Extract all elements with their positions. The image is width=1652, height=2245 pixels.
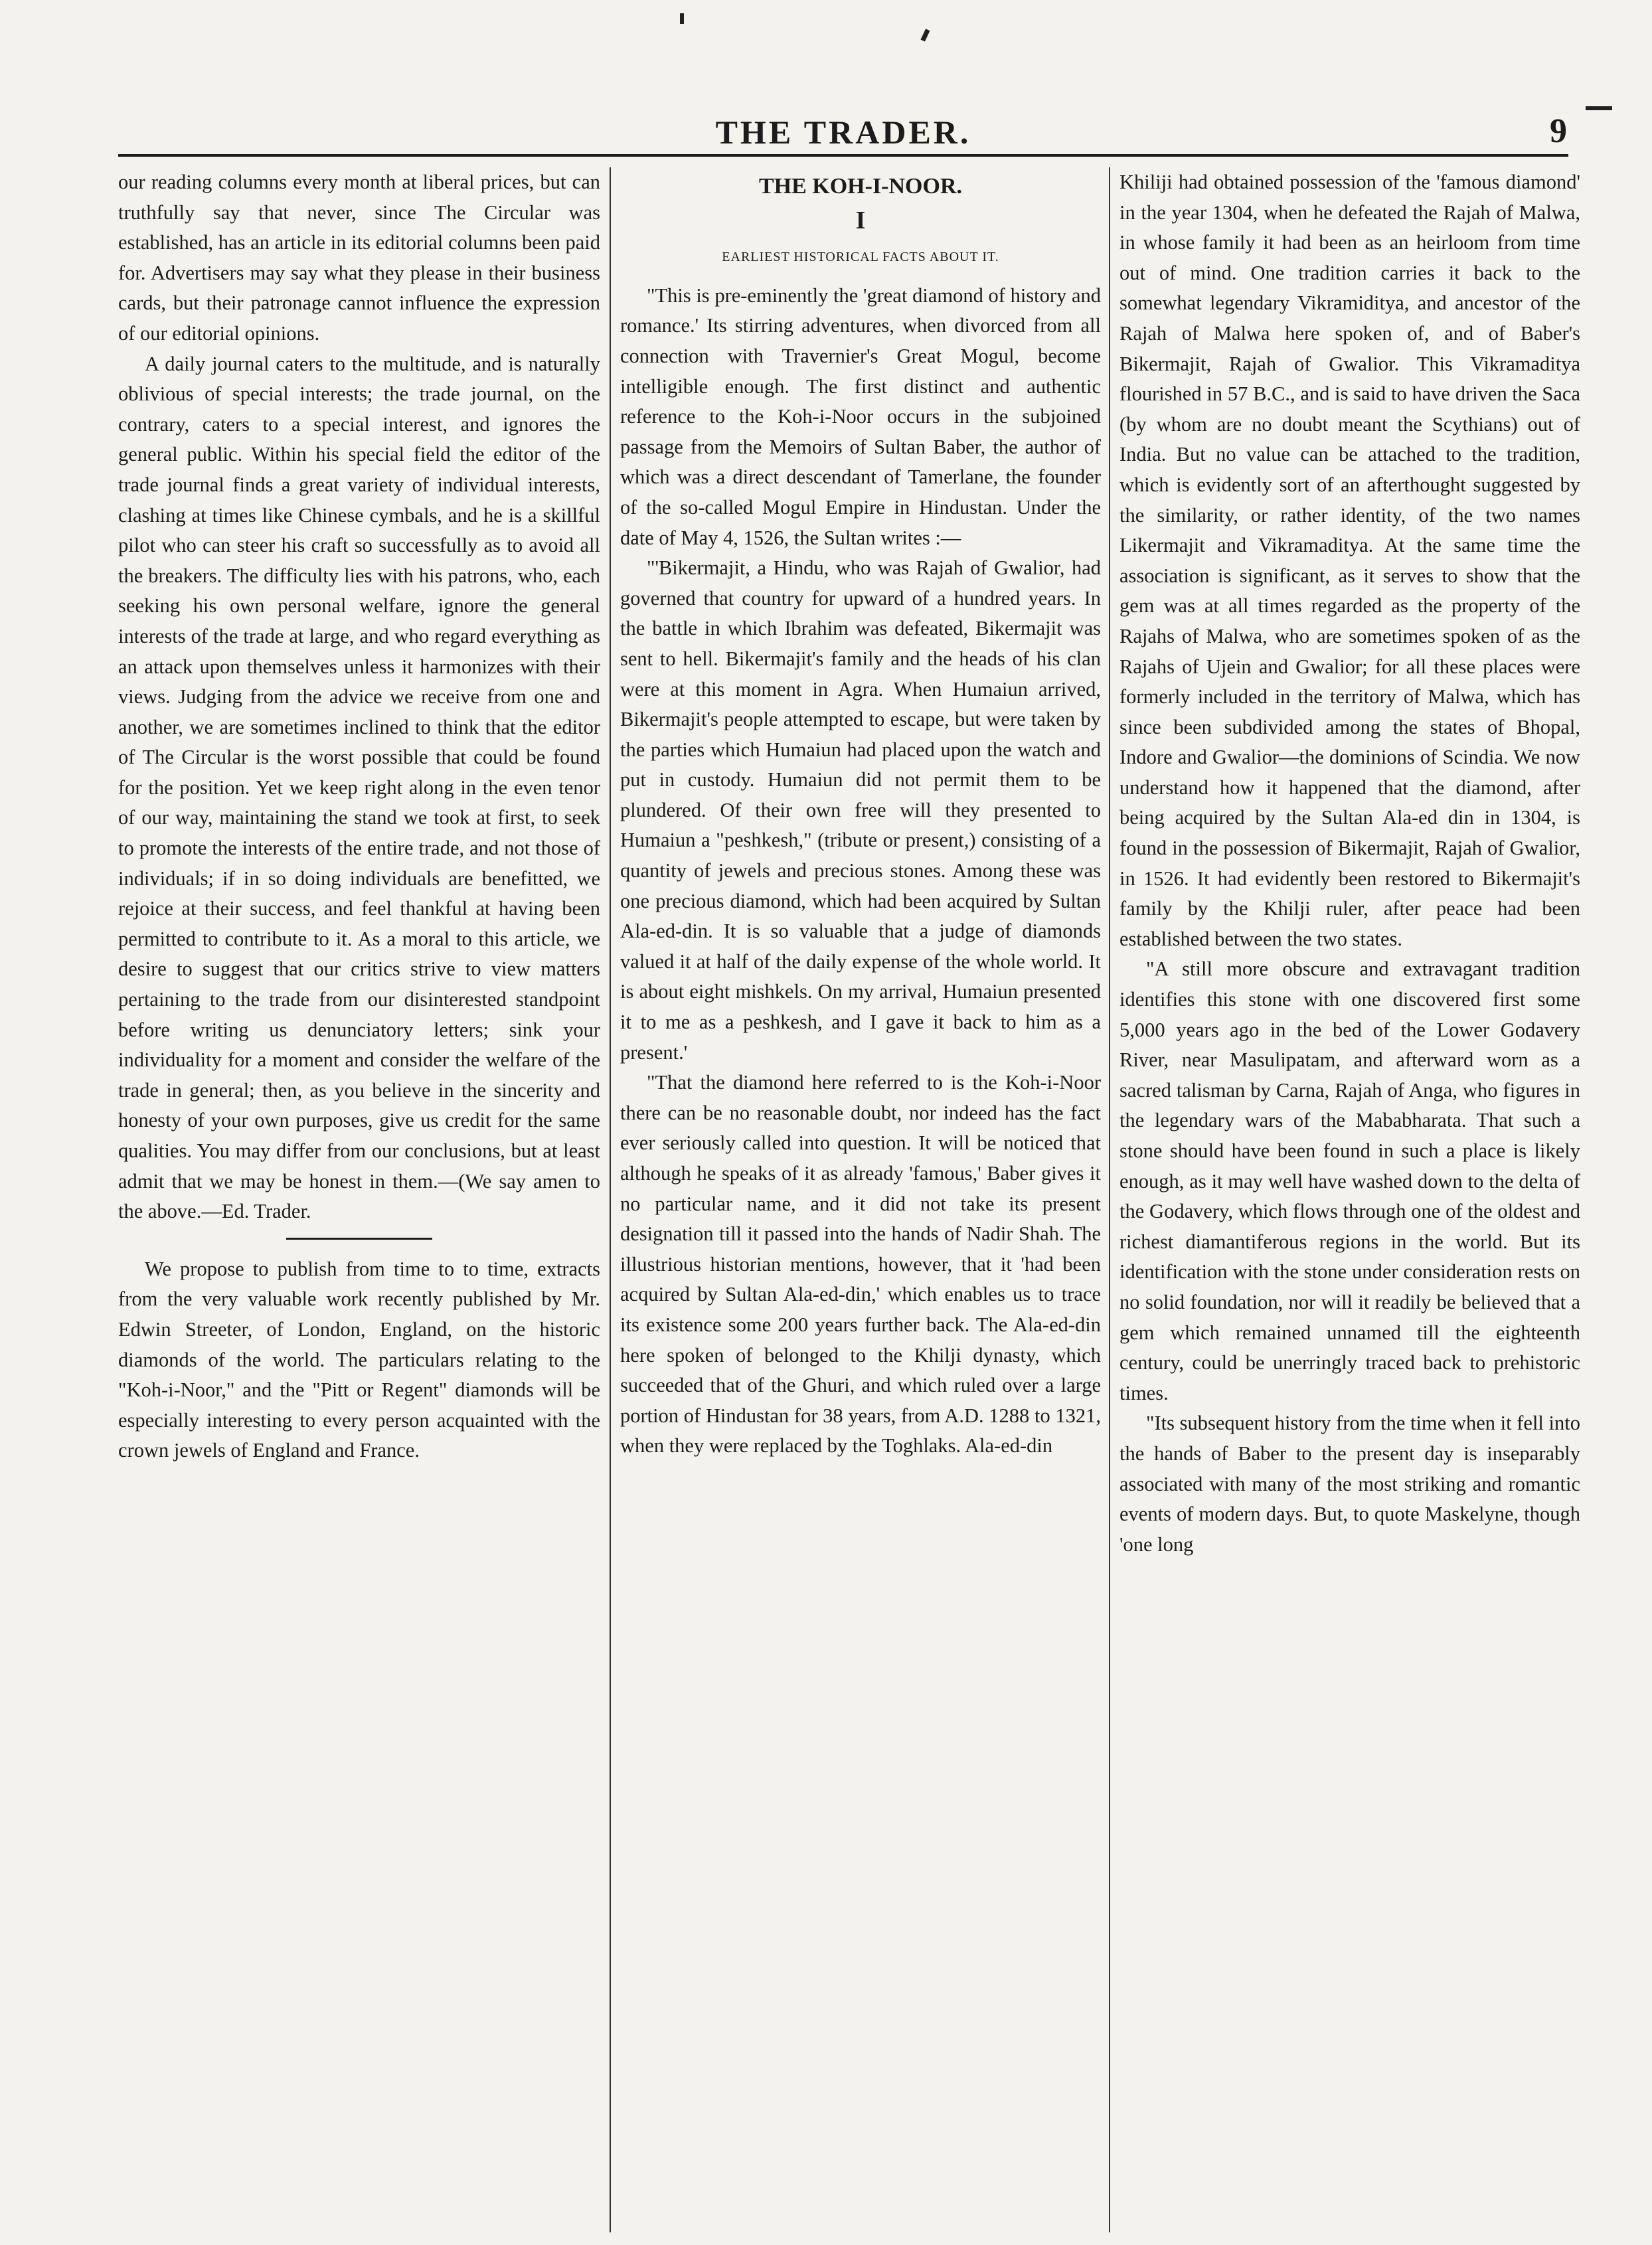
article-subtitle: EARLIEST HISTORICAL FACTS ABOUT IT. bbox=[722, 250, 999, 265]
running-head bbox=[120, 113, 1567, 151]
column-rule bbox=[1109, 167, 1110, 2232]
header-rule bbox=[118, 154, 1568, 157]
column-3 bbox=[1119, 167, 1580, 1560]
column-rule bbox=[610, 167, 611, 2232]
column-1 bbox=[118, 167, 600, 1466]
article-part-numeral: I bbox=[855, 206, 866, 234]
paragraph: "This is pre-eminently the 'great diamond of history and romance.' Its stirring adventures, when divorced from all connection with Travernier's Great Mogul, become intelligible enough. The first distinct and authentic reference to the Koh-i-Noor occurs in the subjoined passage from the Memoirs of Sultan Baber, the author of which was a direct descendant of Tamerlane, the founder of the so-called Mogul Empire in Hindustan. Under the date of May 4, 1526, the Sultan writes :— bbox=[620, 284, 1101, 549]
paragraph: "A still more obscure and extravagant tradition identifies this stone with one discovered first some 5,000 years ago in the bed of the Lower Godavery River, near Masulipatam, and afterward worn as a sacred talisman by Carna, Rajah of Anga, who figures in the legendary wars of the Mababharata. That such a stone should have been found in such a place is likely enough, as it may well have washed down to the delta of the Godavery, which flows through one of the oldest and richest diamantiferous regions in the world. But its identification with the stone under consideration rests on no solid foundation, nor will it readily be believed that a gem which remained unnamed till the eighteenth century, could be unerringly traced back to prehistoric times. bbox=[1119, 957, 1580, 1404]
paragraph: "'Bikermajit, a Hindu, who was Rajah of Gwalior, had governed that country for upward of a hundred years. In the battle in which Ibrahim was defeated, Bikermajit was sent to hell. Bikermajit's family and the heads of his clan were at this moment in Agra. When Humaiun arrived, Bikermajit's people attempted to escape, but were taken by the parties which Humaiun had placed upon the watch and put in custody. Humaiun did not permit them to be plundered. Of their own free will they presented to Humaiun a "peshkesh," (tribute or present,) consisting of a quantity of jewels and precious stones. Among these was one precious diamond, which had been acquired by Sultan Ala-ed-din. It is so valuable that a judge of diamonds valued it at half of the daily expense of the whole world. It is about eight mishkels. On my arrival, Humaiun presented it to me as a peshkesh, and I gave it back to him as a present.' bbox=[620, 556, 1101, 1064]
column-2 bbox=[620, 167, 1101, 1461]
paragraph: We propose to publish from time to to time, extracts from the very valuable work recently published by Mr. Edwin Streeter, of London, England, on the historic diamonds of the world. The particulars relating to the "Koh-i-Noor," and the "Pitt or Regent" diamonds will be especially interesting to every person acquainted with the crown jewels of England and France. bbox=[118, 1257, 600, 1462]
divider-rule bbox=[286, 1238, 432, 1240]
page-number: 9 bbox=[1550, 112, 1567, 150]
ink-speck bbox=[921, 29, 930, 41]
paragraph: "That the diamond here referred to is the Koh-i-Noor there can be no reasonable doubt, nor indeed has the fact ever seriously called into question. It will be noticed that although he speaks of it as already 'famous,' Baber gives it no particular name, and it did not take its present designation till it passed into the hands of Nadir Shah. The illustrious historian mentions, however, that it 'had been acquired by Sultan Ala-ed-din,' which enables us to trace its existence some 200 years further back. The Ala-ed-din here spoken of belonged to the Khilji dynasty, which succeeded that of the Ghuri, and which ruled over a large portion of Hindustan for 38 years, from A.D. 1288 to 1321, when they were replaced by the Toghlaks. Ala-ed-din bbox=[620, 1071, 1101, 1457]
article-title: THE KOH-I-NOOR. bbox=[758, 174, 963, 199]
paragraph: Khiliji had obtained possession of the 'famous diamond' in the year 1304, when he defeated the Rajah of Malwa, in whose family it had been as an heirloom from time out of mind. One tradition carries it back to the somewhat legendary Vikramiditya, and ancestor of the Rajah of Malwa here spoken of, and of Baber's Bikermajit, Rajah of Gwalior. This Vikramaditya flourished in 57 B.C., and is said to have driven the Saca (by whom are no doubt meant the Scythians) out of India. But no value can be attached to the tradition, which is evidently sort of an afterthought suggested by the similarity, or rather identity, of the two names Likermajit and Vikramaditya. At the same time the association is significant, as it serves to show that the gem was at all times regarded as the property of the Rajahs of Malwa, who are sometimes spoken of as the Rajahs of Ujein and Gwalior; for all these places were formerly included in the territory of Malwa, which has since been subdivided among the states of Bhopal, Indore and Gwalior—the dominions of Scindia. We now understand how it happened that the diamond, after being acquired by the Sultan Ala-ed din in 1304, is found in the possession of Bikermajit, Rajah of Gwalior, in 1526. It had evidently been restored to Bikermajit's family by the Khilji ruler, after peace had been established between the two states. bbox=[1119, 171, 1580, 950]
ink-speck bbox=[1586, 106, 1612, 110]
ink-speck bbox=[680, 13, 684, 24]
running-title: THE TRADER. bbox=[715, 114, 971, 151]
paragraph: "Its subsequent history from the time when it fell into the hands of Baber to the present day is inseparably associated with many of the most striking and romantic events of modern days. But, to quote Maskelyne, though 'one long bbox=[1119, 1412, 1580, 1556]
paragraph: A daily journal caters to the multitude, and is naturally oblivious of special interests; the trade journal, on the contrary, caters to a special interest, and ignores the general public. Within his special field the editor of the trade journal finds a great variety of individual interests, clashing at times like Chinese cymbals, and he is a skillful pilot who can steer his craft so successfully as to avoid all the breakers. The difficulty lies with his patrons, who, each seeking his own personal welfare, ignore the general interests of the trade at large, and who regard everything as an attack upon themselves unless it harmonizes with their views. Judging from the advice we receive from one and another, we are sometimes inclined to think that the editor of The Circular is the worst possible that could be found for the position. Yet we keep right along in the even tenor of our way, maintaining the stand we took at first, to seek to promote the interests of the entire trade, and not those of individuals; if in so doing individuals are benefitted, we rejoice at their success, and feel thankful at having been permitted to contribute to it. As a moral to this article, we desire to suggest that our critics strive to view matters pertaining to the trade from our disinterested standpoint before writing us denunciatory letters; sink your individuality for a moment and consider the welfare of the trade in general; then, as you believe in the sincerity and honesty of your own purposes, give us credit for the same qualities. You may differ from our conclusions, but at least admit that we may be honest in them.—(We say amen to the above.—Ed. Trader. bbox=[118, 352, 600, 1223]
paragraph: our reading columns every month at liberal prices, but can truthfully say that never, since The Circular was established, has an article in its editorial columns been paid for. Advertisers may say what they please in their business cards, but their patronage cannot influence the expression of our editorial opinions. bbox=[118, 171, 600, 345]
